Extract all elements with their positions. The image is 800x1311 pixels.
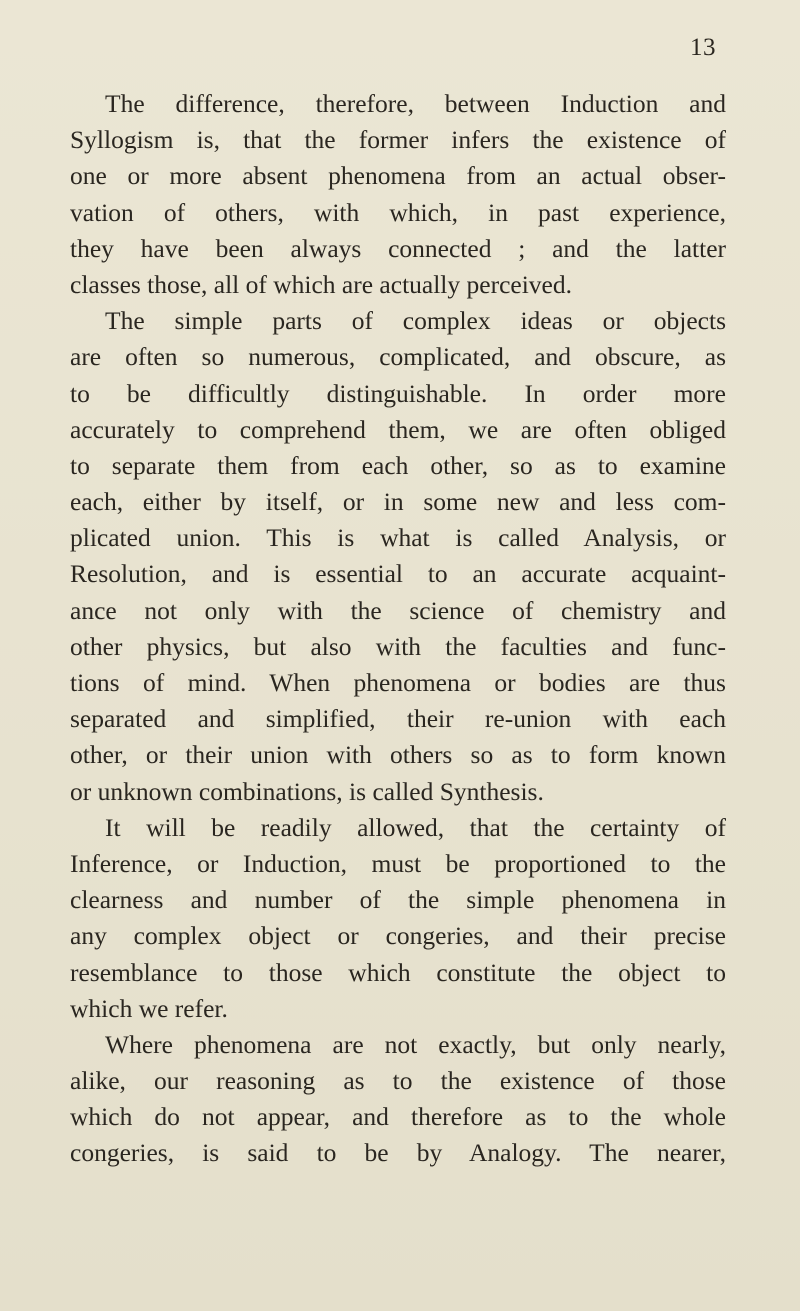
text-line: It will be readily allowed, that the certainty of bbox=[105, 812, 726, 842]
text-line: The simple parts of complex ideas or objects bbox=[105, 306, 726, 336]
text-line: clearness and number of the simple phenomena in bbox=[70, 885, 726, 915]
text-line: plicated union. This is what is called Analysis, or bbox=[70, 523, 726, 553]
text-line: The difference, therefore, between Induction and bbox=[105, 89, 726, 118]
text-line: resemblance to those which constitute the object to bbox=[70, 957, 726, 987]
text-line: Resolution, and is essential to an accurate acquaint- bbox=[70, 559, 726, 589]
text-line: ance not only with the science of chemistry and bbox=[70, 595, 726, 625]
text-line: or unknown combinations, is called Synthesis. bbox=[70, 776, 544, 806]
text-line: to be difficultly distinguishable. In order more bbox=[70, 378, 726, 408]
text-line: congeries, is said to be by Analogy. The nearer, bbox=[70, 1138, 726, 1168]
text-line: Inference, or Induction, must be proportioned to the bbox=[70, 848, 726, 878]
text-line: other, or their union with others so as to form known bbox=[70, 740, 726, 770]
text-line: are often so numerous, complicated, and obscure, as bbox=[70, 342, 726, 372]
text-line: one or more absent phenomena from an actual obser- bbox=[70, 161, 726, 191]
text-line: classes those, all of which are actually perceived. bbox=[70, 269, 572, 299]
text-line: any complex object or congeries, and their precise bbox=[70, 921, 726, 951]
text-line: which we refer. bbox=[70, 993, 228, 1023]
text-line: they have been always connected ; and the latter bbox=[70, 233, 726, 263]
text-line: tions of mind. When phenomena or bodies are thus bbox=[70, 668, 726, 697]
text-line: Where phenomena are not exactly, but only nearly, bbox=[105, 1029, 726, 1059]
text-line: accurately to comprehend them, we are often obliged bbox=[70, 414, 726, 444]
text-line: to separate them from each other, so as to examine bbox=[70, 450, 726, 480]
body-text bbox=[70, 86, 726, 1172]
text-line: Syllogism is, that the former infers the existence of bbox=[70, 125, 726, 155]
text-line: separated and simplified, their re-union with each bbox=[70, 704, 726, 734]
page-number: 13 bbox=[690, 34, 716, 61]
text-line: which do not appear, and therefore as to the whole bbox=[70, 1102, 726, 1132]
text-line: alike, our reasoning as to the existence of those bbox=[70, 1066, 726, 1096]
text-line: vation of others, with which, in past experience, bbox=[70, 197, 726, 227]
text-line: each, either by itself, or in some new and less com- bbox=[70, 487, 726, 517]
text-line: other physics, but also with the faculties and func- bbox=[70, 631, 726, 661]
